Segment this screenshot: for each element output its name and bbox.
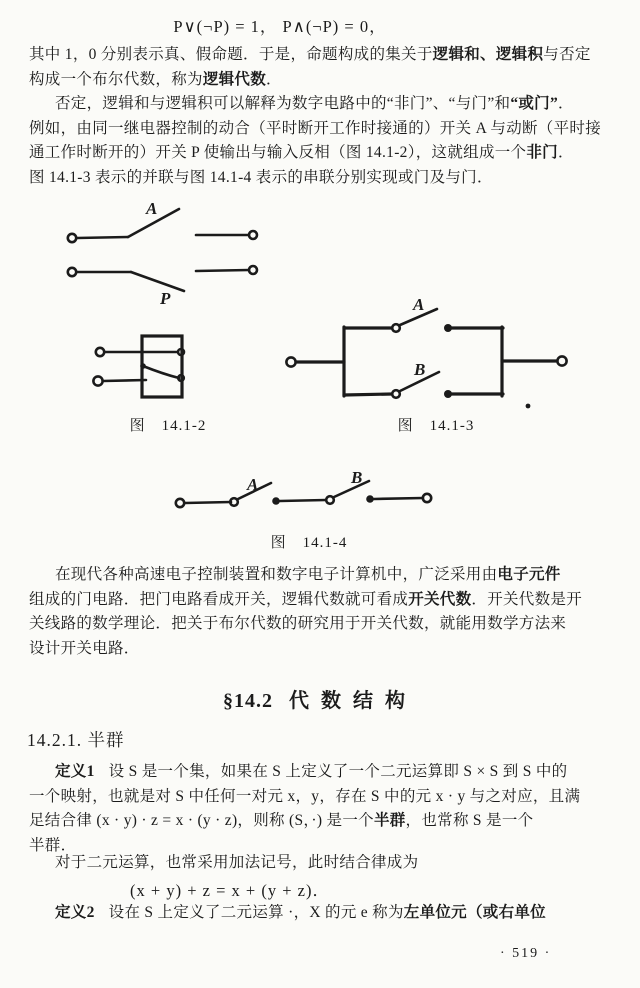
- terminal-icon: [68, 234, 76, 242]
- fig2-switch-pair: [68, 199, 257, 308]
- paragraph-line: 图 14.1-3 表示的并联与图 14.1-4 表示的串联分别实现或门及与门．: [29, 168, 493, 186]
- wire: [77, 237, 128, 238]
- paragraph-line: [29, 563, 612, 588]
- switch-label-a: A: [247, 475, 259, 494]
- figure-caption-fig2: 图 14.1-2: [129, 418, 207, 434]
- switch-blade: [131, 272, 184, 291]
- scan-speck: [526, 404, 531, 409]
- text-run: 其中 1，0 分别表示真、假命题．于是，命题构成的集关于: [29, 46, 433, 63]
- definition-1-label: 定义1: [55, 763, 95, 780]
- section-number: §14.2: [223, 690, 273, 712]
- relay-contact-blade: [143, 366, 179, 378]
- fig4-series-circuit: [176, 468, 431, 507]
- paragraph-line: [29, 760, 612, 785]
- definition-2-label: 定义2: [55, 904, 95, 921]
- bold-term-logic-algebra: 逻辑代数: [202, 70, 267, 88]
- paragraph-line: 设计开关电路．: [29, 639, 140, 657]
- switch-label-a: A: [413, 295, 425, 314]
- terminal-icon: [93, 376, 102, 385]
- paragraph-line: [29, 43, 612, 68]
- text-run: ．: [266, 70, 282, 88]
- terminal-icon: [286, 357, 295, 366]
- text-run: ．: [557, 144, 574, 161]
- paragraph-line: [29, 809, 612, 834]
- terminal-icon: [249, 231, 257, 239]
- contact-dot: [366, 495, 374, 503]
- text-run: 通工作时断开的）开关 P 使输出与输入反相（图 14.1-2），这就组成一个: [29, 144, 527, 161]
- text-run: 组成的门电路．把门电路看成开关，逻辑代数就可看成: [29, 590, 409, 608]
- bold-term-semigroup: 半群: [373, 812, 406, 829]
- paragraph-2: [29, 92, 612, 190]
- text-run: 足结合律 (x · y) · z = x · (y · z)，则称 (S，·) 是一个: [29, 812, 374, 829]
- text-run: 设 S 是一个集，如果在 S 上定义了一个二元运算即 S × S 到 S 中的: [108, 763, 568, 780]
- hinge-icon: [392, 390, 400, 398]
- hinge-icon: [392, 324, 400, 332]
- hinge-icon: [326, 496, 334, 504]
- section-heading: [0, 684, 640, 713]
- terminal-icon: [423, 494, 431, 502]
- paragraph-line: [29, 141, 612, 166]
- wire: [280, 500, 326, 501]
- text-run: 否定，逻辑和与逻辑积可以解释为数字电路中的“非门”、“与门”和: [55, 95, 511, 112]
- page-number: · 519 ·: [500, 946, 552, 961]
- paragraph-line: [29, 68, 612, 93]
- wire: [374, 498, 423, 499]
- formula-associativity: (x + y) + z = x + (y + z)．: [130, 881, 330, 900]
- text-run: 与否定: [543, 46, 591, 63]
- text-run: ，也常称 S 是一个: [405, 812, 534, 829]
- terminal-icon: [68, 268, 76, 276]
- switch-label-b: B: [414, 360, 426, 379]
- bold-term-not-gate: 非门: [526, 144, 558, 161]
- bold-term-electronic-components: 电子元件: [497, 566, 561, 583]
- text-run: ．开关代数是开: [471, 590, 583, 608]
- paragraph-line: 一个映射，也就是对 S 中任何一对元 x，y，存在 S 中的元 x · y 与之对应，且满: [29, 787, 581, 805]
- paragraph-3: [29, 563, 612, 661]
- switch-label-a: A: [146, 199, 158, 218]
- terminal-icon: [96, 348, 104, 356]
- wire: [185, 502, 231, 503]
- paragraph-additive-notation: 对于二元运算，也常采用加法记号，此时结合律成为: [55, 854, 419, 871]
- switch-label-p: P: [160, 289, 171, 308]
- text-run: 设在 S 上定义了二元运算 ·，X 的元 e 称为: [108, 904, 404, 921]
- terminal-icon: [176, 499, 184, 507]
- bold-term-logic-sum-product: 逻辑和、逻辑积: [432, 46, 544, 63]
- paragraph-definition-1: [29, 760, 612, 858]
- relay-rectangle: [142, 336, 182, 397]
- text-run: 在现代各种高速电子控制装置和数字电子计算机中，广泛采用由: [55, 566, 498, 583]
- contact-dot: [272, 497, 280, 505]
- paragraph-line: [29, 92, 612, 117]
- text-run: ．: [558, 95, 574, 112]
- formula-logic-identities: P∨(¬P) = 1， P∧(¬P) = 0，: [173, 17, 387, 36]
- paragraph-line: 半群．: [29, 836, 77, 854]
- figure-caption-fig3: 图 14.1-3: [397, 418, 475, 434]
- wire: [196, 270, 249, 271]
- terminal-icon: [249, 266, 257, 274]
- paragraph-definition-2: [29, 901, 612, 926]
- paragraph-1: [29, 43, 612, 92]
- section-title: 代数结构: [289, 690, 417, 712]
- fig3-parallel-circuit: [286, 295, 566, 408]
- text-run: 构成一个布尔代数，称为: [29, 70, 203, 88]
- hinge-icon: [230, 498, 238, 506]
- paragraph-line: [29, 588, 612, 613]
- figure-caption-fig4: 图 14.1-4: [270, 535, 348, 551]
- bold-term-or-gate: “或门”: [510, 95, 559, 112]
- terminal-icon: [557, 356, 566, 365]
- paragraph-line: 关线路的数学理论．把关于布尔代数的研究用于开关代数，就能用数学方法来: [29, 615, 567, 632]
- subsection-title: 14.2.1. 半群: [27, 730, 125, 750]
- paragraph-line: 例如，由同一继电器控制的动合（平时断开工作时接通的）开关 A 与动断（平时接: [29, 119, 601, 137]
- circuit-diagrams-svg: [0, 193, 640, 545]
- bold-term-left-unit: 左单位元（或右单位: [403, 904, 546, 921]
- switch-label-b: B: [351, 468, 363, 487]
- wire: [103, 380, 146, 381]
- wire: [344, 394, 392, 395]
- fig2-relay-box: [93, 336, 184, 397]
- bold-term-switching-algebra: 开关代数: [408, 590, 472, 608]
